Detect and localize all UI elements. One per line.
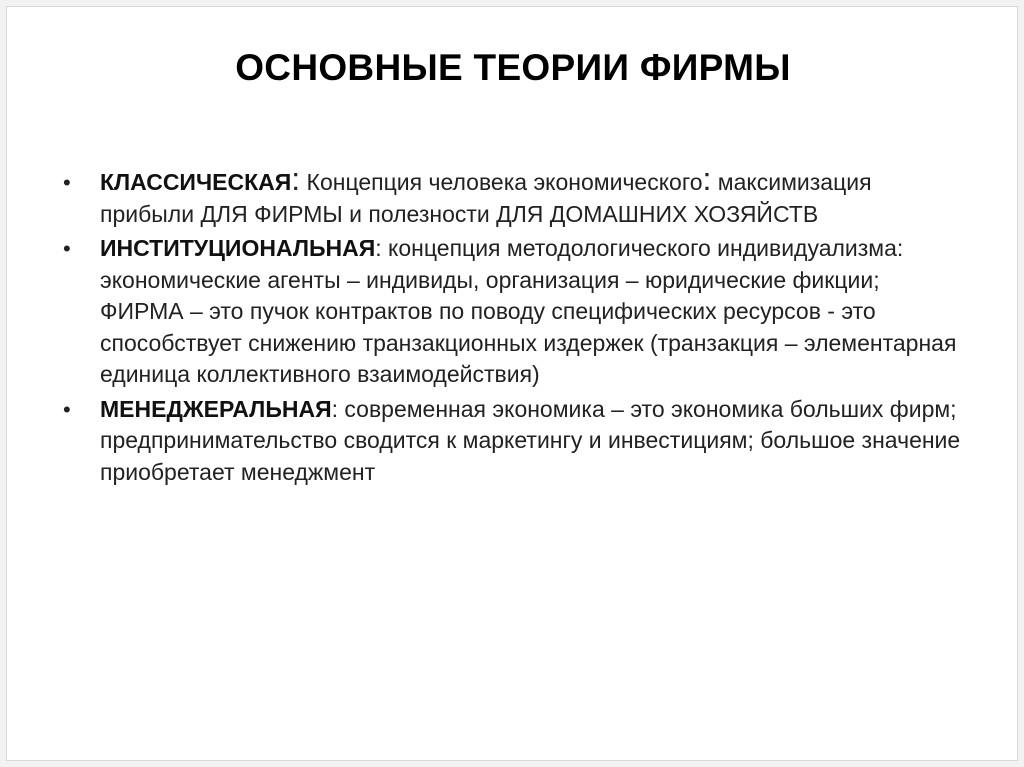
item-text: : концепция методологического индивидуализма: экономические агенты – индивиды, организация – юридические фикции; ФИРМА – это пучок контрактов по поводу специфических ресурсов - это способствует снижению транзакционных издержек (транзакция – элементарная единица коллективного взаимодействия)	[100, 235, 957, 387]
item-text: Концепция человека экономического	[300, 169, 703, 195]
text-colon: :	[702, 161, 712, 197]
term-institutional: ИНСТИТУЦИОНАЛЬНАЯ	[100, 235, 376, 261]
list-item-classical	[63, 161, 963, 230]
list-item-institutional	[63, 233, 963, 391]
bullet-icon: •	[63, 396, 71, 422]
bullet-list	[63, 161, 963, 491]
item-text: : современная экономика – это экономика больших фирм; предпринимательство сводится к маркетингу и инвестициям; большое значение приобретает менеджмент	[100, 395, 961, 485]
term-classical: КЛАССИЧЕСКАЯ	[100, 169, 292, 195]
bullet-icon: •	[63, 236, 71, 261]
slide	[6, 6, 1018, 761]
slide-title: ОСНОВНЫЕ ТЕОРИИ ФИРМЫ	[235, 47, 791, 88]
bullet-icon: •	[63, 170, 71, 195]
term-managerial: МЕНЕДЖЕРАЛЬНАЯ	[100, 395, 332, 422]
term-colon: :	[291, 161, 301, 197]
item-text-continued: максимизация прибыли ДЛЯ ФИРМЫ и полезности ДЛЯ ДОМАШНИХ ХОЗЯЙСТВ	[100, 169, 872, 227]
list-item-managerial	[63, 394, 963, 489]
